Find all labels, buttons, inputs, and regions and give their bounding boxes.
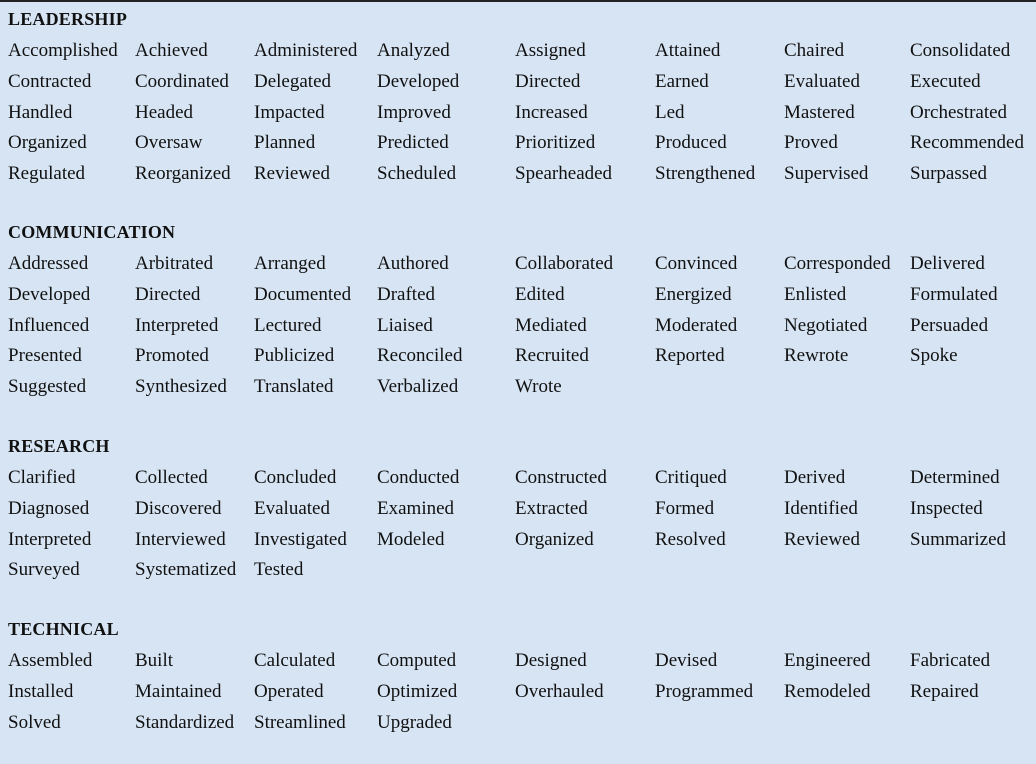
verb-cell: Authored xyxy=(377,253,449,274)
verb-cell: Translated xyxy=(254,376,334,398)
verb-cell: Verbalized xyxy=(377,376,459,398)
verb-cell: Assembled xyxy=(8,650,93,671)
verb-cell: Negotiated xyxy=(784,314,868,336)
verb-cell: Inspected xyxy=(910,497,983,519)
verb-cell: Formed xyxy=(655,497,715,519)
verb-cell: Addressed xyxy=(8,253,89,274)
verb-cell: Devised xyxy=(655,650,718,671)
verb-cell: Recruited xyxy=(515,345,589,367)
verb-cell: Chaired xyxy=(784,40,845,61)
verb-cell: Synthesized xyxy=(135,376,227,398)
verb-cell: Impacted xyxy=(254,101,325,123)
verb-cell: Spoke xyxy=(910,345,958,367)
verb-cell: Calculated xyxy=(254,650,336,671)
verb-cell: Operated xyxy=(254,680,324,702)
verb-cell: Installed xyxy=(8,680,74,702)
verb-cell: Produced xyxy=(655,132,727,154)
verb-cell: Convinced xyxy=(655,253,738,274)
verb-cell: Computed xyxy=(377,650,457,671)
verb-cell: Documented xyxy=(254,283,352,305)
verb-cell: Collected xyxy=(135,467,208,488)
verb-cell: Delegated xyxy=(254,70,332,92)
verb-cell: Arranged xyxy=(254,253,326,274)
verb-cell: Repaired xyxy=(910,680,979,702)
verb-cell: Improved xyxy=(377,101,451,123)
verb-cell: Engineered xyxy=(784,650,871,671)
verb-cell: Interviewed xyxy=(135,528,226,550)
verb-cell: Reconciled xyxy=(377,345,463,367)
verb-cell: Proved xyxy=(784,132,838,154)
verb-cell: Recommended xyxy=(910,132,1024,154)
verb-cell: Planned xyxy=(254,132,316,154)
verb-cell: Resolved xyxy=(655,528,726,550)
verb-cell: Predicted xyxy=(377,132,449,154)
verb-cell: Scheduled xyxy=(377,163,457,185)
verb-cell: Surpassed xyxy=(910,163,988,185)
verb-cell: Built xyxy=(135,650,174,671)
verb-cell: Upgraded xyxy=(377,711,452,733)
verb-cell: Maintained xyxy=(135,680,222,702)
verb-cell: Directed xyxy=(135,283,201,305)
verb-cell: Reported xyxy=(655,345,725,367)
verb-cell: Oversaw xyxy=(135,132,203,154)
verb-cell: Regulated xyxy=(8,163,86,185)
verb-cell: Interpreted xyxy=(8,528,92,550)
verb-cell: Persuaded xyxy=(910,314,989,336)
verb-cell: Contracted xyxy=(8,70,92,92)
verb-cell: Interpreted xyxy=(135,314,219,336)
verb-cell: Handled xyxy=(8,101,73,123)
verb-cell: Overhauled xyxy=(515,680,604,702)
verb-cell: Executed xyxy=(910,70,981,92)
verb-cell: Conducted xyxy=(377,467,460,488)
verb-cell: Summarized xyxy=(910,528,1007,550)
verb-cell: Strengthened xyxy=(655,163,756,185)
verb-cell: Investigated xyxy=(254,528,347,550)
verb-cell: Programmed xyxy=(655,680,754,702)
verb-cell: Achieved xyxy=(135,40,208,61)
verb-cell: Moderated xyxy=(655,314,738,336)
verb-cell: Developed xyxy=(8,283,91,305)
verb-cell: Critiqued xyxy=(655,467,727,488)
verb-cell: Spearheaded xyxy=(515,163,613,185)
verb-cell: Reorganized xyxy=(135,163,231,185)
verb-cell: Accomplished xyxy=(8,40,118,61)
verb-cell: Reviewed xyxy=(784,528,860,550)
verb-cell: Standardized xyxy=(135,711,235,733)
verb-cell: Developed xyxy=(377,70,460,92)
verb-cell: Publicized xyxy=(254,345,335,367)
section-title: RESEARCH xyxy=(8,436,110,456)
verb-cell: Surveyed xyxy=(8,559,80,581)
verb-cell: Consolidated xyxy=(910,40,1011,61)
verb-cell: Energized xyxy=(655,283,732,305)
verb-cell: Examined xyxy=(377,497,455,519)
verb-cell: Derived xyxy=(784,467,846,488)
verb-cell: Clarified xyxy=(8,467,76,488)
verb-cell: Constructed xyxy=(515,467,607,488)
verb-cell: Streamlined xyxy=(254,711,346,733)
section-title: LEADERSHIP xyxy=(8,9,128,29)
verb-cell: Mastered xyxy=(784,101,855,123)
verb-cell: Earned xyxy=(655,70,709,92)
verb-cell: Presented xyxy=(8,345,82,367)
verb-cell: Discovered xyxy=(135,497,222,519)
verb-cell: Coordinated xyxy=(135,70,229,92)
verb-cell: Enlisted xyxy=(784,283,847,305)
verb-cell: Orchestrated xyxy=(910,101,1008,123)
verb-cell: Edited xyxy=(515,283,565,305)
verb-cell: Determined xyxy=(910,467,1000,488)
verb-cell: Supervised xyxy=(784,163,869,185)
verb-cell: Evaluated xyxy=(784,70,860,92)
verb-cell: Mediated xyxy=(515,314,587,336)
verb-cell: Liaised xyxy=(377,314,433,336)
verb-cell: Concluded xyxy=(254,467,337,488)
verb-cell: Remodeled xyxy=(784,680,871,702)
verb-cell: Solved xyxy=(8,711,61,733)
verb-cell: Promoted xyxy=(135,345,209,367)
verb-cell: Administered xyxy=(254,40,358,61)
verb-cell: Influenced xyxy=(8,314,90,336)
verb-cell: Designed xyxy=(515,650,587,671)
verb-cell: Increased xyxy=(515,101,588,123)
verb-cell: Optimized xyxy=(377,680,458,702)
verb-cell: Assigned xyxy=(515,40,586,61)
verb-cell: Led xyxy=(655,101,685,123)
verb-cell: Rewrote xyxy=(784,345,849,367)
verb-cell: Analyzed xyxy=(377,40,450,61)
verb-cell: Fabricated xyxy=(910,650,991,671)
verb-cell: Corresponded xyxy=(784,253,891,274)
section-title: TECHNICAL xyxy=(8,619,119,639)
verb-cell: Prioritized xyxy=(515,132,596,154)
verb-cell: Extracted xyxy=(515,497,588,519)
verb-cell: Directed xyxy=(515,70,581,92)
section-title: COMMUNICATION xyxy=(8,222,176,242)
verb-cell: Identified xyxy=(784,497,858,519)
verb-cell: Headed xyxy=(135,101,194,123)
verb-cell: Modeled xyxy=(377,528,445,550)
verb-cell: Collaborated xyxy=(515,253,614,274)
verb-cell: Diagnosed xyxy=(8,497,90,519)
verb-cell: Suggested xyxy=(8,376,87,398)
verb-cell: Formulated xyxy=(910,283,998,305)
verb-cell: Organized xyxy=(515,528,594,550)
verb-cell: Attained xyxy=(655,40,721,61)
verb-cell: Organized xyxy=(8,132,87,154)
verb-cell: Delivered xyxy=(910,253,985,274)
verb-cell: Systematized xyxy=(135,559,237,581)
verb-cell: Evaluated xyxy=(254,497,330,519)
verb-cell: Reviewed xyxy=(254,163,330,185)
verb-cell: Drafted xyxy=(377,283,436,305)
verb-cell: Tested xyxy=(254,559,304,581)
verb-cell: Arbitrated xyxy=(135,253,214,274)
verb-cell: Lectured xyxy=(254,314,322,336)
verb-cell: Wrote xyxy=(515,376,562,398)
